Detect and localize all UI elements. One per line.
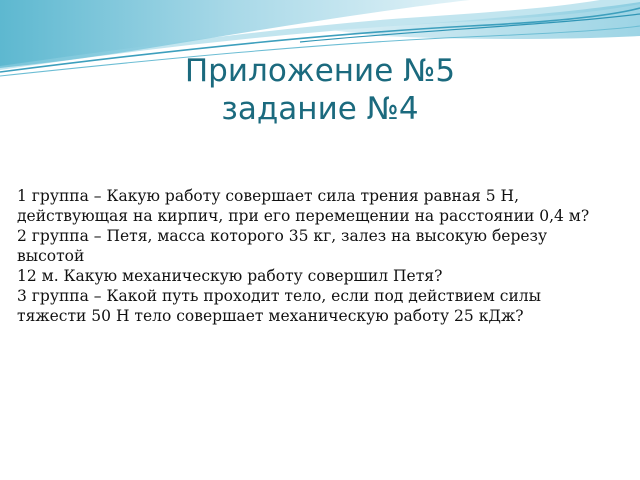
text-line: высотой xyxy=(17,247,85,265)
slide-title xyxy=(0,52,640,128)
text-line: 12 м. Какую механическую работу совершил Петя? xyxy=(17,267,443,285)
text-line: 1 группа – Какую работу совершает сила трения равная 5 Н, xyxy=(17,187,519,205)
title-line-1: Приложение №5 xyxy=(184,53,456,89)
text-line: 3 группа – Какой путь проходит тело, если под действием силы xyxy=(17,287,541,305)
text-line: 2 группа – Петя, масса которого 35 кг, залез на высокую березу xyxy=(17,227,548,245)
title-line-2: задание №4 xyxy=(221,91,419,127)
task-text xyxy=(17,186,633,326)
text-line: действующая на кирпич, при его перемещении на расстоянии 0,4 м? xyxy=(17,207,590,225)
text-line: тяжести 50 Н тело совершает механическую работу 25 кДж? xyxy=(17,307,524,325)
